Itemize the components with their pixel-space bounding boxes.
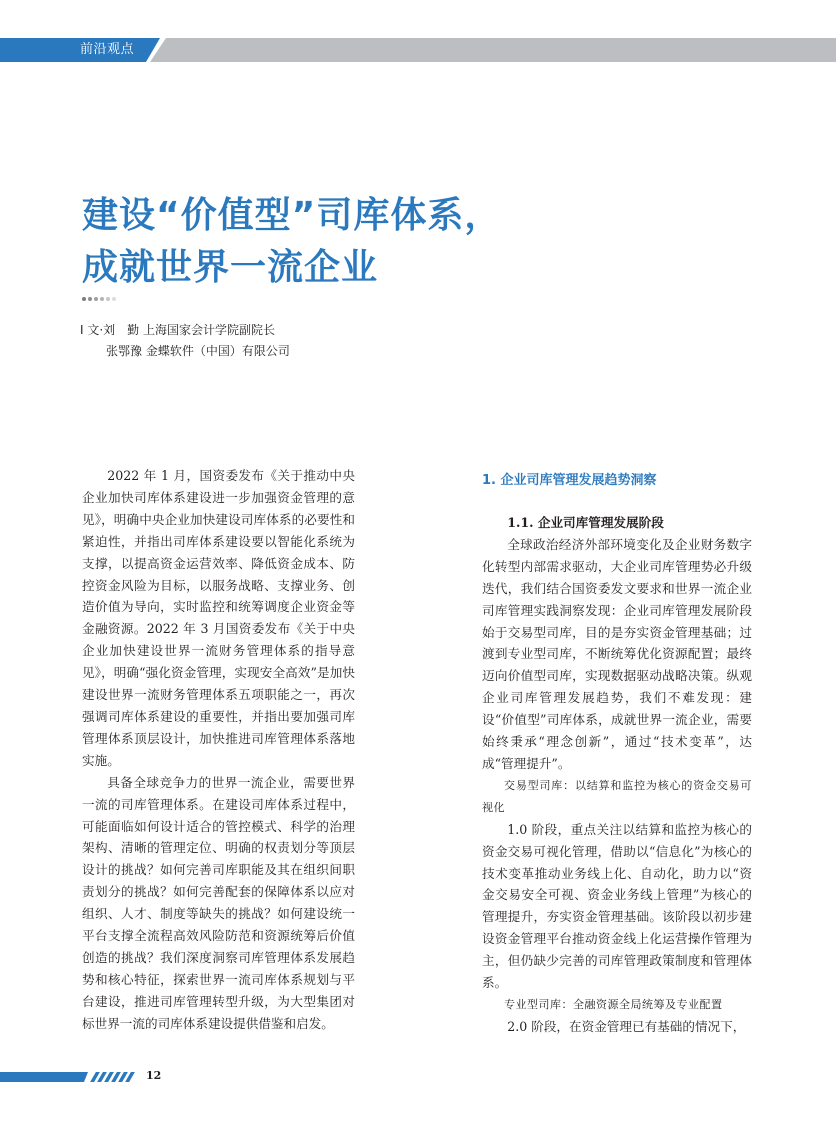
footer-bar [0,1072,88,1082]
stage-heading: 专业型司库：全融资源全局统筹及专业配置 [504,997,723,1011]
dot-icon [112,297,116,301]
title-line-1: 建设“价值型”司库体系， [82,195,502,236]
decorative-dots [82,297,116,301]
byline-author-2: 张鄂豫 金蝶软件（中国）有限公司 [106,344,290,358]
body-paragraph: 1.0 阶段，重点关注以结算和监控为核心的资金交易可视化管理，借助以“信息化”为核心的技术变革推动业务线上化、自动化，助力以“资金交易安全可视、资金业务线上管理”为核心的管理提升，夯实资金管理基础。该阶段以初步建设资金管理平台推动资金线上化运营操作管理为主，但仍缺少完善的司库管理政策制度和管理体系。 [482,821,752,991]
title-line-2: 成就世界一流企业 [82,247,379,288]
right-column [482,470,752,1038]
page-number: 12 [146,1069,162,1082]
body-paragraph: 2.0 阶段，在资金管理已有基础的情况下， [507,1018,746,1034]
stage-heading: 交易型司库：以结算和监控为核心的资金交易可视化 [482,778,752,814]
section-header-band [0,38,836,62]
body-paragraph: 2022 年 1 月，国资委发布《关于推动中央企业加快司库体系建设进一步加强资金管理的意见》，明确中央企业加快建设司库体系的必要性和紧迫性，并指出司库体系建设要以智能化系统为支撑，以提高资金运营效率、降低资金成本、防控资金风险为目标，以服务战略、支撑业务、创造价值为导向，实时监控和统筹调度企业资金等金融资源。2022 年 3 月国资委发布《关于中央企业加快建设世界一流财务管理体系的指导意见》，明确“强化资金管理，实现安全高效”是加快建设世界一流财务管理体系五项职能之一，再次强调司库体系建设的重要性，并指出要加强司库管理体系顶层设计，加快推进司库管理体系落地实施。 [82,468,355,768]
byline-author-1: I 文·刘 勤 上海国家会计学院副院长 [80,323,275,337]
dot-icon [106,297,110,301]
dot-icon [82,297,86,301]
section-heading: 1. 企业司库管理发展趋势洞察 [482,473,657,488]
section-label: 前沿观点 [80,42,135,57]
header-gray-band [150,38,836,62]
body-paragraph: 全球政治经济外部环境变化及企业财务数字化转型内部需求驱动，大企业司库管理势必升级迭代，我们结合国资委发文要求和世界一流企业司库管理实践洞察发现：企业司库管理发展阶段始于交易型司库，目的是夯实资金管理基础；过渡到专业型司库，不断统筹优化资源配置；最终迈向价值型司库，实现数据驱动战略决策。纵观企业司库管理发展趋势，我们不难发现：建设“价值型”司库体系，成就世界一流企业，需要始终秉承“理念创新”，通过“技术变革”，达成“管理提升”。 [482,536,752,771]
body-paragraph: 具备全球竞争力的世界一流企业，需要世界一流的司库管理体系。在建设司库体系过程中，可能面临如何设计适合的管控模式、科学的治理架构、清晰的管理定位、明确的权责划分等顶层设计的挑战？如何完善司库职能及其在组织间职责划分的挑战？如何完善配套的保障体系以应对组织、人才、制度等缺失的挑战？如何建设统一平台支撑全流程高效风险防范和资源统筹后价值创造的挑战？我们深度洞察司库管理体系发展趋势和核心特征，探索世界一流司库体系规划与平台建设，推进司库管理转型升级，为大型集团对标世界一流的司库体系建设提供借鉴和启发。 [82,774,355,1031]
dot-icon [100,297,104,301]
article-title [82,190,501,294]
subsection-heading: 1.1. 企业司库管理发展阶段 [507,515,664,530]
dot-icon [88,297,92,301]
byline [80,320,290,362]
dot-icon [94,297,98,301]
left-column [82,465,355,1035]
page-footer [0,1069,200,1082]
